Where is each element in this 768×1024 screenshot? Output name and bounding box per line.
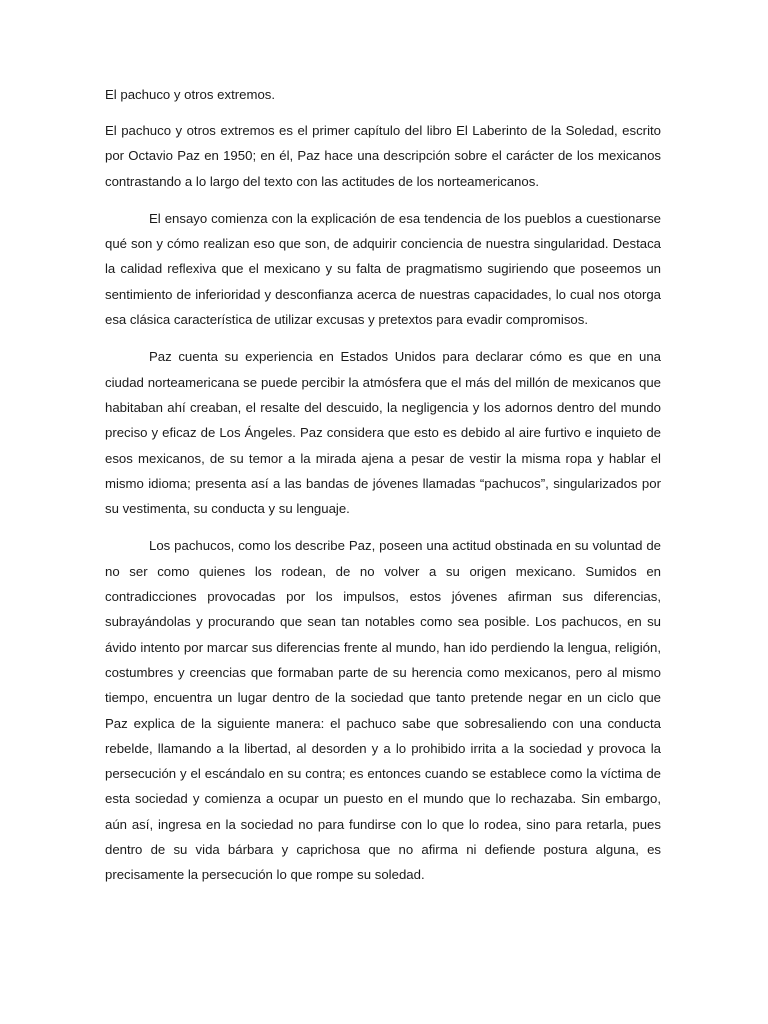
paragraph-3: Paz cuenta su experiencia en Estados Unidos para declarar cómo es que en una ciudad norteamericana se puede percibir la atmósfera que el más del millón de mexicanos que habitaban ahí creaban, el resalte del descuido, la negligencia y los adornos dentro del mundo preciso y eficaz de Los Ángeles. Paz considera que esto es debido al aire furtivo e inquieto de esos mexicanos, de su temor a la mirada ajena a pesar de vestir la misma ropa y hablar el mismo idioma; presenta así a las bandas de jóvenes llamadas “pachucos”, singularizados por su vestimenta, su conducta y su lenguaje.: [105, 349, 661, 517]
document-title: El pachuco y otros extremos.: [105, 87, 276, 102]
paragraph-1: El pachuco y otros extremos es el primer capítulo del libro El Laberinto de la Soledad, escrito por Octavio Paz en 1950; en él, Paz hace una descripción sobre el carácter de los mexicanos contrastando a lo largo del texto con las actitudes de los norteamericanos.: [105, 123, 661, 189]
paragraph-4: Los pachucos, como los describe Paz, poseen una actitud obstinada en su voluntad de no ser como quienes los rodean, de no volver a su origen mexicano. Sumidos en contradicciones provocadas por los impulsos, estos jóvenes afirman sus diferencias, subrayándolas y procurando que sean tan notables como sea posible. Los pachucos, en su ávido intento por marcar sus diferencias frente al mundo, han ido perdiendo la lengua, religión, costumbres y creencias que formaban parte de su herencia como mexicanos, pero al mismo tiempo, encuentra un lugar dentro de la sociedad que tanto pretende negar en un ciclo que Paz explica de la siguiente manera: el pachuco sabe que sobresaliendo con una conducta rebelde, llamando a la libertad, al desorden y a lo prohibido irrita a la sociedad y provoca la persecución y el escándalo en su contra; es entonces cuando se establece como la víctima de esta sociedad y comienza a ocupar un puesto en el mundo que lo rechazaba. Sin embargo, aún así, ingresa en la sociedad no para fundirse con lo que lo rodea, sino para retarla, pues dentro de su vida bárbara y caprichosa que no afirma ni defiende postura alguna, es precisamente la persecución lo que rompe su soledad.: [105, 538, 661, 883]
paragraph-2: El ensayo comienza con la explicación de esa tendencia de los pueblos a cuestionarse qué son y cómo realizan eso que son, de adquirir conciencia de nuestra singularidad. Destaca la calidad reflexiva que el mexicano y su falta de pragmatismo sugiriendo que poseemos un sentimiento de inferioridad y desconfianza acerca de nuestras capacidades, lo cual nos otorga esa clásica característica de utilizar excusas y pretextos para evadir compromisos.: [105, 210, 661, 328]
document-page: [105, 82, 661, 900]
